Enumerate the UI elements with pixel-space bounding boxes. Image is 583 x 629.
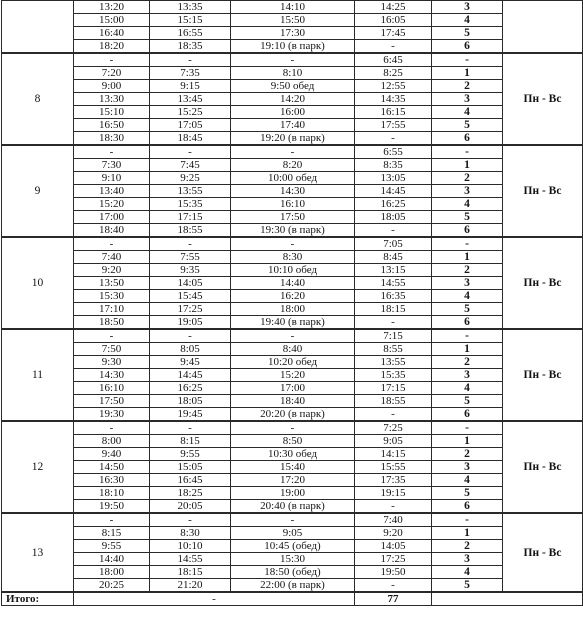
trip-number: - (432, 421, 503, 435)
table-row (2, 185, 583, 198)
depart-time-b: 15:15 (150, 14, 231, 27)
arrive-time: 8:50 (231, 435, 355, 448)
trip-number: 1 (432, 343, 503, 356)
arrive-time: 15:30 (231, 553, 355, 566)
total-empty (432, 592, 583, 606)
return-time: 8:45 (355, 251, 432, 264)
depart-time-b: 18:55 (150, 224, 231, 238)
trip-number: 3 (432, 369, 503, 382)
depart-time-b: 9:45 (150, 356, 231, 369)
table-row (2, 395, 583, 408)
depart-time-b: 20:05 (150, 500, 231, 514)
arrive-time: 18:50 (обед) (231, 566, 355, 579)
depart-time-b: 16:25 (150, 382, 231, 395)
return-time: 13:55 (355, 356, 432, 369)
depart-time-a: 15:20 (74, 198, 150, 211)
table-row (2, 474, 583, 487)
route-number: 12 (2, 421, 74, 513)
return-time: 12:55 (355, 80, 432, 93)
arrive-time: 18:00 (231, 303, 355, 316)
trip-number: 3 (432, 93, 503, 106)
arrive-time: 20:20 (в парк) (231, 408, 355, 422)
depart-time-a: 15:30 (74, 290, 150, 303)
arrive-time: - (231, 329, 355, 343)
arrive-time: 22:00 (в парк) (231, 579, 355, 593)
depart-time-b: 7:35 (150, 67, 231, 80)
return-time: 18:05 (355, 211, 432, 224)
route-number: 8 (2, 53, 74, 145)
table-row (2, 513, 583, 527)
return-time: 16:05 (355, 14, 432, 27)
return-time: - (355, 500, 432, 514)
table-row (2, 527, 583, 540)
total-dash: - (74, 592, 355, 606)
table-row (2, 93, 583, 106)
trip-number: 4 (432, 106, 503, 119)
depart-time-b: 10:10 (150, 540, 231, 553)
table-row (2, 343, 583, 356)
depart-time-b: 14:45 (150, 369, 231, 382)
table-row (2, 237, 583, 251)
depart-time-a: 17:50 (74, 395, 150, 408)
arrive-time: 19:00 (231, 487, 355, 500)
table-row (2, 356, 583, 369)
arrive-time: 8:40 (231, 343, 355, 356)
trip-number: - (432, 53, 503, 67)
return-time: 19:15 (355, 487, 432, 500)
return-time: 16:15 (355, 106, 432, 119)
return-time: 14:35 (355, 93, 432, 106)
arrive-time: 15:40 (231, 461, 355, 474)
depart-time-b: 18:45 (150, 132, 231, 146)
return-time: 14:05 (355, 540, 432, 553)
return-time: 9:20 (355, 527, 432, 540)
arrive-time: 15:20 (231, 369, 355, 382)
return-time: 6:45 (355, 53, 432, 67)
return-time: 17:55 (355, 119, 432, 132)
depart-time-a: 16:50 (74, 119, 150, 132)
arrive-time: - (231, 237, 355, 251)
arrive-time: 17:00 (231, 382, 355, 395)
arrive-time: 8:10 (231, 67, 355, 80)
return-time: 7:05 (355, 237, 432, 251)
depart-time-b: - (150, 53, 231, 67)
return-time: 8:25 (355, 67, 432, 80)
depart-time-a: 19:50 (74, 500, 150, 514)
trip-number: 5 (432, 487, 503, 500)
depart-time-a: - (74, 421, 150, 435)
arrive-time: 10:30 обед (231, 448, 355, 461)
depart-time-b: 18:25 (150, 487, 231, 500)
depart-time-b: 13:55 (150, 185, 231, 198)
operating-days: Пн - Вс (503, 53, 583, 145)
trip-number: 1 (432, 67, 503, 80)
table-row (2, 448, 583, 461)
depart-time-b: 14:55 (150, 553, 231, 566)
arrive-time: 16:10 (231, 198, 355, 211)
arrive-time: 14:10 (231, 1, 355, 14)
arrive-time: 14:40 (231, 277, 355, 290)
trip-number: - (432, 237, 503, 251)
depart-time-a: 18:00 (74, 566, 150, 579)
depart-time-a: 17:10 (74, 303, 150, 316)
table-row (2, 540, 583, 553)
depart-time-a: 7:20 (74, 67, 150, 80)
operating-days: Пн - Вс (503, 513, 583, 592)
depart-time-b: 15:25 (150, 106, 231, 119)
return-time: - (355, 408, 432, 422)
table-row (2, 408, 583, 422)
return-time: 17:15 (355, 382, 432, 395)
arrive-time: 14:20 (231, 93, 355, 106)
table-row (2, 80, 583, 93)
table-row (2, 67, 583, 80)
trip-number: 5 (432, 27, 503, 40)
depart-time-b: - (150, 237, 231, 251)
depart-time-b: 8:05 (150, 343, 231, 356)
depart-time-a: 9:30 (74, 356, 150, 369)
trip-number: - (432, 329, 503, 343)
return-time: 15:35 (355, 369, 432, 382)
depart-time-a: 13:20 (74, 1, 150, 14)
depart-time-a: 18:30 (74, 132, 150, 146)
depart-time-a: 9:55 (74, 540, 150, 553)
depart-time-b: - (150, 513, 231, 527)
return-time: 17:25 (355, 553, 432, 566)
return-time: 6:55 (355, 145, 432, 159)
arrive-time: 15:50 (231, 14, 355, 27)
depart-time-a: 9:10 (74, 172, 150, 185)
depart-time-a: 18:20 (74, 40, 150, 54)
trip-number: 5 (432, 303, 503, 316)
trip-number: 4 (432, 290, 503, 303)
arrive-time: 16:00 (231, 106, 355, 119)
table-row (2, 566, 583, 579)
trip-number: 3 (432, 185, 503, 198)
schedule-body (2, 1, 583, 606)
return-time: 13:05 (355, 172, 432, 185)
depart-time-b: 19:45 (150, 408, 231, 422)
arrive-time: 10:10 обед (231, 264, 355, 277)
return-time: 17:45 (355, 27, 432, 40)
total-value: 77 (355, 592, 432, 606)
depart-time-b: 7:55 (150, 251, 231, 264)
table-row (2, 421, 583, 435)
return-time: 16:35 (355, 290, 432, 303)
arrive-time: 16:20 (231, 290, 355, 303)
depart-time-a: 17:00 (74, 211, 150, 224)
depart-time-b: 16:45 (150, 474, 231, 487)
return-time: 14:55 (355, 277, 432, 290)
table-row (2, 40, 583, 54)
depart-time-b: 7:45 (150, 159, 231, 172)
operating-days: Пн - Вс (503, 145, 583, 237)
trip-number: 4 (432, 382, 503, 395)
arrive-time: 19:10 (в парк) (231, 40, 355, 54)
arrive-time: - (231, 513, 355, 527)
return-time: - (355, 224, 432, 238)
table-row (2, 1, 583, 14)
trip-number: 1 (432, 251, 503, 264)
return-time: 18:55 (355, 395, 432, 408)
table-row (2, 145, 583, 159)
route-number (2, 1, 74, 54)
return-time: 18:15 (355, 303, 432, 316)
trip-number: - (432, 145, 503, 159)
depart-time-a: 7:50 (74, 343, 150, 356)
table-row (2, 211, 583, 224)
table-row (2, 277, 583, 290)
depart-time-b: 21:20 (150, 579, 231, 593)
depart-time-a: 18:40 (74, 224, 150, 238)
table-row (2, 487, 583, 500)
table-row (2, 290, 583, 303)
depart-time-b: 17:15 (150, 211, 231, 224)
trip-number: 1 (432, 527, 503, 540)
arrive-time: 8:20 (231, 159, 355, 172)
return-time: 14:15 (355, 448, 432, 461)
depart-time-a: 20:25 (74, 579, 150, 593)
depart-time-a: 8:15 (74, 527, 150, 540)
trip-number: 4 (432, 566, 503, 579)
return-time: 7:25 (355, 421, 432, 435)
table-row (2, 119, 583, 132)
depart-time-a: 15:00 (74, 14, 150, 27)
trip-number: 6 (432, 132, 503, 146)
depart-time-a: 13:50 (74, 277, 150, 290)
arrive-time: 17:20 (231, 474, 355, 487)
return-time: 17:35 (355, 474, 432, 487)
depart-time-a: - (74, 237, 150, 251)
return-time: - (355, 40, 432, 54)
return-time: - (355, 579, 432, 593)
trip-number: 2 (432, 356, 503, 369)
depart-time-a: 19:30 (74, 408, 150, 422)
depart-time-a: 13:30 (74, 93, 150, 106)
depart-time-b: - (150, 421, 231, 435)
table-row (2, 14, 583, 27)
depart-time-a: 9:40 (74, 448, 150, 461)
table-row (2, 303, 583, 316)
trip-number: 6 (432, 500, 503, 514)
arrive-time: 17:40 (231, 119, 355, 132)
table-row (2, 27, 583, 40)
table-row (2, 224, 583, 238)
arrive-time: 8:30 (231, 251, 355, 264)
return-time: - (355, 132, 432, 146)
table-row (2, 172, 583, 185)
trip-number: 1 (432, 159, 503, 172)
arrive-time: 20:40 (в парк) (231, 500, 355, 514)
depart-time-a: 15:10 (74, 106, 150, 119)
trip-number: 2 (432, 540, 503, 553)
route-number: 11 (2, 329, 74, 421)
trip-number: 6 (432, 316, 503, 330)
trip-number: 2 (432, 448, 503, 461)
depart-time-b: - (150, 329, 231, 343)
table-row (2, 461, 583, 474)
trip-number: 6 (432, 408, 503, 422)
arrive-time: 9:05 (231, 527, 355, 540)
depart-time-a: 16:10 (74, 382, 150, 395)
trip-number: 1 (432, 435, 503, 448)
depart-time-a: 7:30 (74, 159, 150, 172)
depart-time-a: 7:40 (74, 251, 150, 264)
depart-time-b: 15:45 (150, 290, 231, 303)
trip-number: 2 (432, 172, 503, 185)
trip-number: 3 (432, 461, 503, 474)
route-number: 9 (2, 145, 74, 237)
return-time: 15:55 (355, 461, 432, 474)
depart-time-b: 13:35 (150, 1, 231, 14)
trip-number: 2 (432, 80, 503, 93)
table-row (2, 132, 583, 146)
return-time: 9:05 (355, 435, 432, 448)
table-row (2, 316, 583, 330)
arrive-time: 19:30 (в парк) (231, 224, 355, 238)
return-time: 14:25 (355, 1, 432, 14)
depart-time-b: 15:35 (150, 198, 231, 211)
depart-time-b: 16:55 (150, 27, 231, 40)
depart-time-a: 13:40 (74, 185, 150, 198)
arrive-time: - (231, 53, 355, 67)
arrive-time: 10:20 обед (231, 356, 355, 369)
trip-number: - (432, 513, 503, 527)
trip-number: 5 (432, 579, 503, 593)
arrive-time: 17:50 (231, 211, 355, 224)
depart-time-a: 9:20 (74, 264, 150, 277)
depart-time-a: 18:50 (74, 316, 150, 330)
depart-time-b: 18:35 (150, 40, 231, 54)
depart-time-a: 18:10 (74, 487, 150, 500)
depart-time-b: 18:15 (150, 566, 231, 579)
return-time: 7:40 (355, 513, 432, 527)
return-time: 14:45 (355, 185, 432, 198)
table-row (2, 159, 583, 172)
trip-number: 4 (432, 198, 503, 211)
table-row (2, 53, 583, 67)
trip-number: 4 (432, 474, 503, 487)
return-time: - (355, 316, 432, 330)
trip-number: 6 (432, 40, 503, 54)
table-row (2, 579, 583, 593)
trip-number: 3 (432, 277, 503, 290)
depart-time-b: 13:45 (150, 93, 231, 106)
depart-time-b: 17:05 (150, 119, 231, 132)
depart-time-a: - (74, 513, 150, 527)
arrive-time: 14:30 (231, 185, 355, 198)
trip-number: 3 (432, 1, 503, 14)
depart-time-a: 14:40 (74, 553, 150, 566)
arrive-time: 19:20 (в парк) (231, 132, 355, 146)
arrive-time: - (231, 421, 355, 435)
schedule-table (1, 0, 583, 606)
table-row (2, 553, 583, 566)
operating-days (503, 1, 583, 54)
depart-time-a: - (74, 145, 150, 159)
route-number: 13 (2, 513, 74, 592)
arrive-time: 17:30 (231, 27, 355, 40)
trip-number: 6 (432, 224, 503, 238)
depart-time-b: 9:55 (150, 448, 231, 461)
depart-time-a: 16:30 (74, 474, 150, 487)
return-time: 19:50 (355, 566, 432, 579)
total-row (2, 592, 583, 606)
trip-number: 2 (432, 264, 503, 277)
depart-time-b: 9:35 (150, 264, 231, 277)
depart-time-b: 14:05 (150, 277, 231, 290)
total-label: Итого: (2, 592, 74, 606)
return-time: 13:15 (355, 264, 432, 277)
table-row (2, 198, 583, 211)
return-time: 8:55 (355, 343, 432, 356)
trip-number: 5 (432, 211, 503, 224)
depart-time-a: - (74, 53, 150, 67)
depart-time-b: - (150, 145, 231, 159)
table-row (2, 264, 583, 277)
arrive-time: 10:00 обед (231, 172, 355, 185)
depart-time-b: 17:25 (150, 303, 231, 316)
depart-time-b: 18:05 (150, 395, 231, 408)
trip-number: 4 (432, 14, 503, 27)
table-row (2, 251, 583, 264)
table-row (2, 369, 583, 382)
trip-number: 3 (432, 553, 503, 566)
return-time: 7:15 (355, 329, 432, 343)
table-row (2, 106, 583, 119)
depart-time-b: 8:15 (150, 435, 231, 448)
depart-time-a: 14:30 (74, 369, 150, 382)
arrive-time: - (231, 145, 355, 159)
depart-time-a: 14:50 (74, 461, 150, 474)
depart-time-a: 16:40 (74, 27, 150, 40)
table-row (2, 382, 583, 395)
return-time: 8:35 (355, 159, 432, 172)
depart-time-b: 19:05 (150, 316, 231, 330)
depart-time-a: 9:00 (74, 80, 150, 93)
table-row (2, 500, 583, 514)
table-row (2, 435, 583, 448)
trip-number: 5 (432, 395, 503, 408)
operating-days: Пн - Вс (503, 421, 583, 513)
depart-time-b: 9:25 (150, 172, 231, 185)
arrive-time: 19:40 (в парк) (231, 316, 355, 330)
depart-time-a: - (74, 329, 150, 343)
arrive-time: 18:40 (231, 395, 355, 408)
operating-days: Пн - Вс (503, 237, 583, 329)
arrive-time: 10:45 (обед) (231, 540, 355, 553)
route-number: 10 (2, 237, 74, 329)
depart-time-b: 8:30 (150, 527, 231, 540)
arrive-time: 9:50 обед (231, 80, 355, 93)
depart-time-a: 8:00 (74, 435, 150, 448)
operating-days: Пн - Вс (503, 329, 583, 421)
depart-time-b: 15:05 (150, 461, 231, 474)
depart-time-b: 9:15 (150, 80, 231, 93)
table-row (2, 329, 583, 343)
return-time: 16:25 (355, 198, 432, 211)
trip-number: 5 (432, 119, 503, 132)
